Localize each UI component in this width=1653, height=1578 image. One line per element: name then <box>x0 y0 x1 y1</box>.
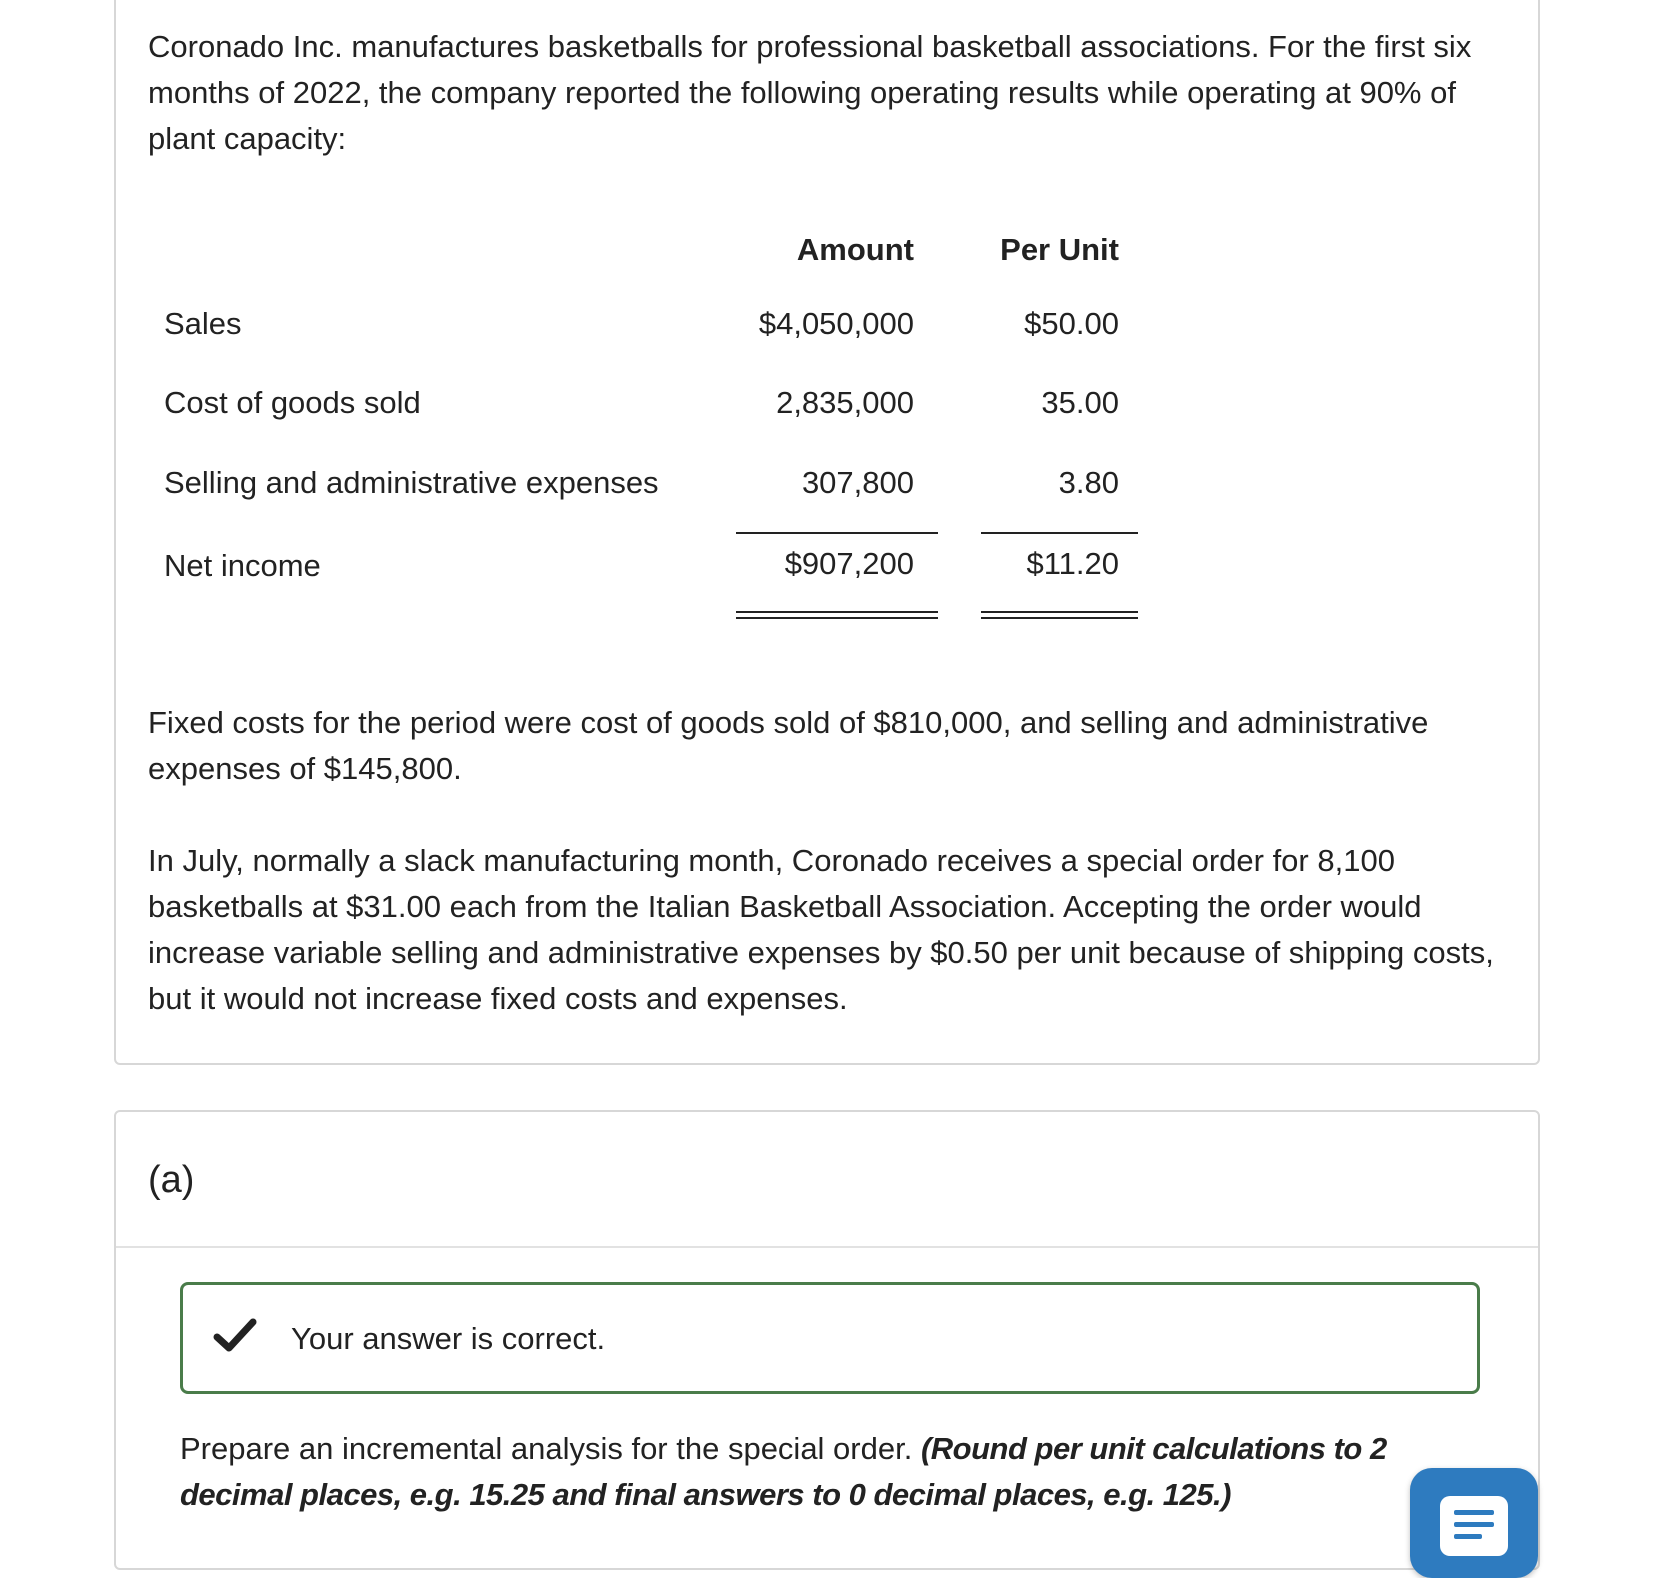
subtotal-rule-per-unit <box>981 532 1138 534</box>
feedback-box <box>180 1282 1480 1394</box>
checkmark-icon <box>213 1313 257 1357</box>
table-row-per-unit: 35.00 <box>1041 385 1119 420</box>
subtotal-rule-amount <box>736 532 938 534</box>
special-order-text: In July, normally a slack manufacturing month, Coronado receives a special order for 8,100 basketballs at $31.00 each from the Italian Basketball Association. Accepting the order would increase variable selling and administrative expenses by $0.50 per unit because of shipping costs, but it would not increase fixed costs and expenses. <box>148 843 1494 1016</box>
table-row-label: Selling and administrative expenses <box>164 465 659 500</box>
part-a-card <box>114 1110 1540 1570</box>
table-row-amount: $907,200 <box>784 546 914 581</box>
table-header-per-unit: Per Unit <box>1000 232 1119 267</box>
table-header-amount: Amount <box>796 232 914 267</box>
part-divider <box>116 1246 1538 1248</box>
instructions-text: Prepare an incremental analysis for the special order. <box>180 1431 913 1466</box>
total-double-rule-amount <box>736 611 938 619</box>
table-row-label: Net income <box>164 548 321 583</box>
table-row-amount: 2,835,000 <box>776 385 914 420</box>
table-row-per-unit: $50.00 <box>1024 306 1119 341</box>
fixed-costs-text: Fixed costs for the period were cost of goods sold of $810,000, and selling and administrative expenses of $145,800. <box>148 705 1429 786</box>
instructions <box>180 1426 1400 1518</box>
instructions-note: (Round per unit calculations to 2 decimal places, e.g. 15.25 and final answers to 0 decimal places, e.g. 125.) <box>180 1431 1387 1512</box>
feedback-text: Your answer is correct. <box>291 1321 606 1356</box>
table-row-amount: $4,050,000 <box>758 306 914 341</box>
problem-intro: Coronado Inc. manufactures basketballs for professional basketball associations. For the first six months of 2022, the company reported the following operating results while operating at 90% of plant capacity: <box>148 29 1472 156</box>
table-row-label: Cost of goods sold <box>164 385 421 420</box>
table-row-label: Sales <box>164 306 242 341</box>
chat-button[interactable] <box>1410 1468 1538 1578</box>
chat-icon <box>1440 1496 1508 1556</box>
table-row-per-unit: 3.80 <box>1058 465 1119 500</box>
part-label: (a) <box>148 1159 195 1201</box>
problem-card <box>114 0 1540 1065</box>
table-row-per-unit: $11.20 <box>1026 546 1119 581</box>
total-double-rule-per-unit <box>981 611 1138 619</box>
table-row-amount: 307,800 <box>801 465 914 500</box>
